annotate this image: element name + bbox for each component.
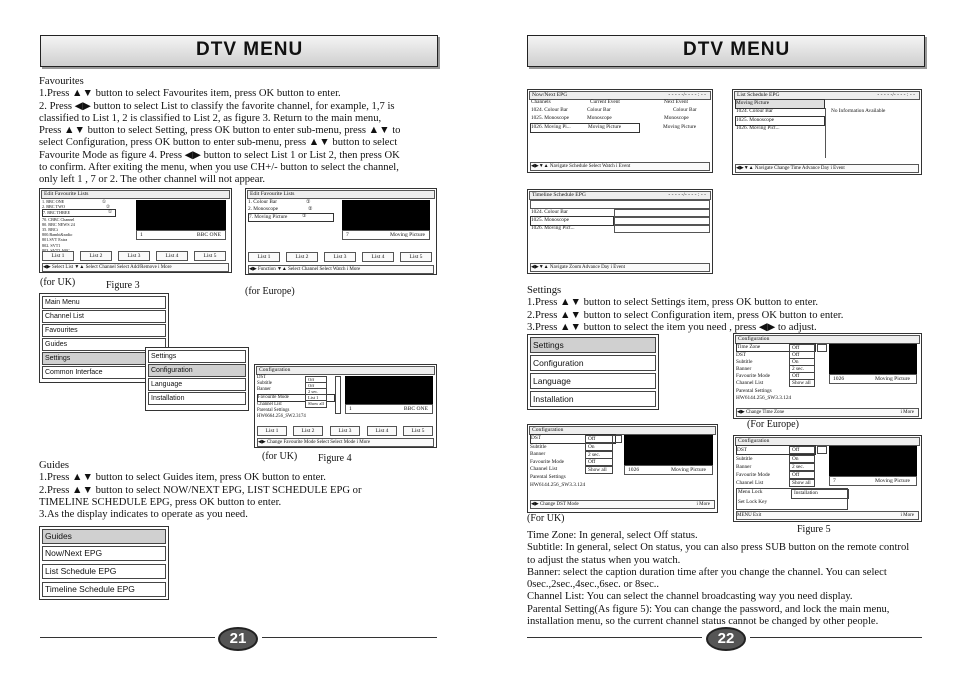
favourites-section <box>39 76 400 187</box>
config-label: Favourite Mode <box>736 373 770 380</box>
fig5-uk-preview-caption <box>624 465 713 475</box>
explanation-line: Time Zone: In general, select Off status. <box>527 530 698 541</box>
channel-item[interactable]: 2. Monoscope <box>248 206 279 212</box>
main-menu-guides[interactable]: Guides <box>42 338 166 351</box>
fav-marker-icon: ① <box>302 214 307 219</box>
fig5-europe-screen <box>733 333 922 419</box>
config-label: Banner <box>736 366 752 373</box>
favourites-line: Press ▲▼ button to select Setting, press OK button to enter sub-menu, press ▲▼ to <box>39 125 401 137</box>
parental-lock-panel <box>736 488 848 510</box>
config-value-subtitle[interactable]: On <box>789 455 815 463</box>
fav-marker-icon: ② <box>308 207 313 212</box>
explanation-line: installation menu, so the current channel status cannot be changed by other people. <box>527 616 879 628</box>
config-label: Subtitle <box>257 381 272 387</box>
config-label: DST <box>530 434 616 444</box>
config-value-favourite-mode[interactable]: Off <box>789 471 815 479</box>
now-next-header-current: Current Event <box>590 99 620 105</box>
channel-item[interactable]: 2. BBC TWO <box>42 204 66 210</box>
fig5-uk-caption: (For UK) <box>527 513 565 524</box>
settings-menu-configuration[interactable]: Configuration <box>530 355 656 371</box>
tab-list-1[interactable]: List 1 <box>248 252 280 262</box>
tab-list-2[interactable]: List 2 <box>80 251 112 261</box>
favourites-line: to confirm. After exiting the menu, when you use CH+/- button to select the channel, <box>39 162 399 174</box>
now-next-row[interactable] <box>531 115 709 123</box>
guides-line: 3.As the display indicates to operate as you need. <box>39 509 248 521</box>
list-schedule-channel[interactable]: 1024. Colour Bar <box>736 108 773 114</box>
fig5-parental-navbar <box>736 511 919 520</box>
timeline-title: Timeline Schedule EPG <box>532 192 586 198</box>
config-value-channel-list[interactable]: Show all <box>789 379 815 387</box>
config-value-channel-list[interactable]: Show all <box>789 479 815 487</box>
tab-list-4[interactable]: List 4 <box>156 251 188 261</box>
fig5-europe-navbar <box>736 408 919 417</box>
favourites-line: 2. Press ◀▶ button to select List to classify the favorite channel, for example, 1,7 is <box>39 100 395 112</box>
list-schedule-divider <box>825 108 826 158</box>
favourites-line: classified to List 1, 2 is classified to List 2, as figure 3. Return to the main menu, <box>39 112 382 124</box>
fig3-uk-caption: (for UK) <box>40 277 76 288</box>
fig4-preview <box>345 376 433 404</box>
config-label: Time Zone <box>736 343 816 352</box>
timeline-slot[interactable] <box>614 225 710 233</box>
config-label: Parental Settings <box>736 387 772 394</box>
fig3-uk-channel-list <box>42 199 134 251</box>
fig4-navbar: ◀▶ Change Favourite Mode Select Select Mode i More <box>257 438 434 447</box>
preview-channel-number: 1026 <box>833 376 845 382</box>
config-value-banner[interactable]: 2 sec. <box>789 463 815 471</box>
now-next-epg-screen <box>527 89 713 173</box>
channel-item[interactable]: 1. Colour Bar <box>248 199 277 205</box>
tab-list-2[interactable]: List 2 <box>293 426 323 436</box>
fig4-preview-caption <box>345 404 433 414</box>
explanation-line: Parental Setting(As figure 5): You can change the password, and lock the main menu, <box>527 603 890 615</box>
fig3-europe-preview <box>342 200 430 230</box>
tab-list-5[interactable]: List 5 <box>403 426 433 436</box>
guides-menu-title: Guides <box>42 529 166 544</box>
config-label: Banner <box>736 464 752 471</box>
fav-marker-icon: ① <box>108 209 113 214</box>
config-label: Parental Settings <box>257 408 290 414</box>
config-value-dst[interactable]: Off <box>789 351 815 359</box>
fig5-europe-preview <box>829 344 917 374</box>
fig5-parental-preview <box>829 446 917 476</box>
favourites-title: Favourites <box>39 76 84 87</box>
config-value-dst[interactable]: Off <box>585 435 613 443</box>
fig5-parental-title: Configuration <box>735 437 920 446</box>
timeline-time-strip <box>530 200 710 209</box>
tab-list-4[interactable]: List 4 <box>362 252 394 262</box>
navbar-action: ◀▶ Change Time Zone <box>737 410 785 415</box>
now-next-navbar: ◀▶▼▲ Navigate Schedule Select Watch i Event <box>530 162 710 171</box>
guides-section <box>39 460 361 521</box>
config-label: DST <box>257 375 267 380</box>
menu-lock-label[interactable]: Menu Lock <box>738 489 763 495</box>
preview-channel-name: Moving Picture <box>875 478 910 484</box>
navbar-action: ◀▶ Change DST Mode <box>531 502 579 507</box>
timeline-slot[interactable] <box>614 209 710 217</box>
navbar-exit[interactable]: MENU Exit <box>737 513 762 518</box>
config-value-channel-list[interactable]: Show all <box>585 466 613 474</box>
explanation-line: Subtitle: In general, select On status, you can also press SUB button on the remote control <box>527 542 910 554</box>
settings-menu-right <box>527 334 659 410</box>
channel-item[interactable]: 35. BBCi <box>42 227 58 233</box>
guides-menu-timeline-schedule[interactable]: Timeline Schedule EPG <box>42 582 166 597</box>
main-menu-favourites[interactable]: Favourites <box>42 324 166 337</box>
tab-list-3[interactable]: List 3 <box>324 252 356 262</box>
config-label: Subtitle <box>736 456 753 463</box>
fig4-caption: (for UK) <box>262 451 298 462</box>
preview-channel-name: Moving Picture <box>671 467 706 473</box>
fig3-uk-preview <box>136 200 226 230</box>
timeline-channel[interactable]: 1024. Colour Bar <box>531 209 568 215</box>
left-header-title: DTV MENU <box>196 39 304 60</box>
favourites-line: only left 1 , 7 or 2. The other channel will not appear. <box>39 174 266 186</box>
guides-line: 2.Press ▲▼ button to select NOW/NEXT EPG, LIST SCHEDULE EPG or <box>39 484 362 496</box>
fig5-europe-title: Configuration <box>735 335 920 344</box>
guides-menu-now-next[interactable]: Now/Next EPG <box>42 546 166 561</box>
row-channel: 1026. Moving Pi... <box>531 124 571 130</box>
navbar-more[interactable]: i More <box>900 410 914 415</box>
config-label: Subtitle <box>530 443 547 450</box>
fig5-uk-preview <box>624 435 713 465</box>
config-label: Subtitle <box>736 359 753 366</box>
list-schedule-channel[interactable]: 1025. Monoscope <box>735 116 825 126</box>
config-label: Channel List <box>257 401 282 407</box>
config-value-subtitle[interactable]: Off <box>305 382 327 390</box>
scrollbar[interactable] <box>817 446 827 454</box>
row-current: Moving Picture <box>588 124 622 130</box>
config-label: Banner <box>257 387 271 393</box>
settings-menu-configuration[interactable]: Configuration <box>148 364 246 377</box>
settings-menu-installation[interactable]: Installation <box>148 392 246 405</box>
set-lock-key[interactable]: Set Lock Key <box>738 499 768 505</box>
config-value-dst[interactable]: Off <box>305 376 327 384</box>
right-footer-rule-left <box>527 637 702 638</box>
row-channel: 1024. Colour Bar <box>531 107 568 113</box>
settings-menu-title: Settings <box>530 337 656 353</box>
scrollbar[interactable] <box>612 435 622 443</box>
now-next-time: - - - - -/- - - - : - - <box>668 92 706 98</box>
preview-channel-name: Moving Picture <box>390 232 425 238</box>
explanation-line: Channel List: You can select the channel broadcasting way you need display. <box>527 591 853 603</box>
channel-item[interactable]: 7. Moving Picture <box>248 213 334 222</box>
right-footer-rule-right <box>750 637 922 638</box>
tab-list-5[interactable]: List 5 <box>400 252 432 262</box>
list-schedule-title: List Schedule EPG <box>737 92 780 98</box>
tab-list-3[interactable]: List 3 <box>330 426 360 436</box>
now-next-header-channels: Channels <box>531 99 551 105</box>
fig3-uk-screen <box>39 188 232 273</box>
now-next-row[interactable] <box>531 107 709 115</box>
preview-channel-name: BBC ONE <box>196 232 221 238</box>
list-schedule-info: No Information Available <box>831 108 886 114</box>
main-menu-channel-list[interactable]: Channel List <box>42 310 166 323</box>
config-label: HW6664.256_SW2.3174 <box>257 414 306 420</box>
config-label: Channel List <box>736 480 764 487</box>
timeline-title-bar <box>529 191 711 200</box>
explanation-line: to adjust the status when you watch. <box>527 554 681 566</box>
config-value-channel-list[interactable]: Show all <box>305 400 327 408</box>
fig3-uk-navbar: ◀▶ Select List ▼▲ Select Channel Select Add/Remove i More <box>42 263 229 272</box>
timeline-navbar: ◀▶▼▲ Navigate Zoom Advance Day i Event <box>530 263 710 272</box>
navbar-more[interactable]: i More <box>900 513 914 518</box>
guides-line: 1.Press ▲▼ button to select Guides item, press OK button to enter. <box>39 472 326 484</box>
figure4-label: Figure 4 <box>318 453 352 464</box>
fig5-uk-title: Configuration <box>529 426 716 435</box>
guides-line: TIMELINE SCHEDULE EPG, press OK button to enter. <box>39 496 282 508</box>
favourites-line: Favourite Mode as figure 4. Press ◀▶ button to select List 1 or List 2, then press OK <box>39 149 400 161</box>
settings-line: 3.Press ▲▼ button to select the item you need , press ◀▶ to adjust. <box>527 321 817 333</box>
list-schedule-time: - - - - -/- - - - : - - <box>877 92 915 98</box>
guides-menu-list-schedule[interactable]: List Schedule EPG <box>42 564 166 579</box>
left-header-bar <box>40 35 438 67</box>
explanation-line: Banner: select the caption duration time after you change the channel. You can select <box>527 566 887 578</box>
favourites-line: 1.Press ▲▼ button to select Favourites item, press OK button to enter. <box>39 88 341 100</box>
config-value-banner[interactable]: 2 sec. <box>789 365 815 373</box>
config-label: HW6144.256_SW3.3.124 <box>530 481 586 488</box>
channel-item[interactable]: 7. BBC THREE <box>42 209 116 216</box>
tab-list-1[interactable]: List 1 <box>42 251 74 261</box>
tab-list-5[interactable]: List 5 <box>194 251 226 261</box>
preview-channel-number: 7 <box>346 232 349 238</box>
fig5-parental-preview-caption <box>829 476 917 486</box>
now-next-header-next: Next Event <box>664 99 688 105</box>
main-menu-title: Main Menu <box>42 296 166 309</box>
right-header-bar <box>527 35 925 67</box>
config-value-favourite-mode[interactable]: Off <box>585 458 613 466</box>
config-label: Channel List <box>736 380 764 387</box>
row-next: Colour Bar <box>673 107 697 113</box>
now-next-row-next: Moving Picture <box>663 124 697 130</box>
preview-channel-number: 1026 <box>628 467 640 473</box>
right-header-title: DTV MENU <box>683 39 791 60</box>
channel-item[interactable]: 80. BBC NEWS 24 <box>42 221 75 227</box>
config-value-favourite-mode[interactable]: List 1 <box>305 394 327 402</box>
fig3-europe-preview-caption <box>342 230 430 240</box>
config-value-banner[interactable]: 2 sec. <box>585 451 613 459</box>
figure5-label: Figure 5 <box>797 524 831 535</box>
fig5-uk-navbar <box>530 500 715 509</box>
config-label: Favourite Mode <box>257 394 335 402</box>
timeline-slot[interactable] <box>614 217 710 225</box>
timeline-schedule-epg-screen <box>527 189 713 274</box>
figure3-label: Figure 3 <box>106 280 140 291</box>
right-page-number: 22 <box>706 627 746 651</box>
channel-item[interactable]: 800.Bambi&radio <box>42 232 73 238</box>
settings-section <box>527 285 843 334</box>
fig3-europe-navbar: ◀▶ Function ▼▲ Select Channel Select Watch i More <box>248 265 434 274</box>
explanation-line: 0sec.,2sec.,4sec.,6sec. or 8sec.. <box>527 579 660 591</box>
config-label: Banner <box>530 451 546 458</box>
tab-list-3[interactable]: List 3 <box>118 251 150 261</box>
config-label: DST <box>736 352 747 359</box>
config-value-banner[interactable]: 2 sec. <box>305 388 327 396</box>
settings-menu-title: Settings <box>148 350 246 363</box>
fav-marker-icon: ② <box>106 204 111 209</box>
fig5-parental-screen <box>733 435 922 522</box>
scrollbar[interactable] <box>817 344 827 352</box>
channel-item[interactable]: 1. BBC ONE <box>42 199 65 204</box>
scrollbar[interactable] <box>335 376 341 414</box>
fig3-europe-title: Edit Favourite Lists <box>247 190 435 199</box>
fig3-europe-channel-list <box>248 199 340 222</box>
list-schedule-navbar: ◀▶▼▲ Navigate Change Time Advance Day i Event <box>735 164 919 173</box>
fig3-uk-title: Edit Favourite Lists <box>41 190 230 199</box>
settings-menu-left <box>145 347 249 411</box>
row-current: Monoscope <box>587 115 612 121</box>
menu-lock-value[interactable]: Installation <box>791 489 849 499</box>
fig5-europe-caption: (For Europe) <box>747 419 799 430</box>
preview-channel-number: 1 <box>140 232 143 238</box>
tab-list-1[interactable]: List 1 <box>257 426 287 436</box>
settings-title: Settings <box>527 285 562 296</box>
left-footer-rule-right <box>262 637 437 638</box>
settings-line: 1.Press ▲▼ button to select Settings item, press OK button to enter. <box>527 297 819 309</box>
timeline-time: - - - - -/- - - - : - - <box>668 192 706 198</box>
fig3-europe-caption: (for Europe) <box>245 286 295 297</box>
fig3-europe-screen <box>245 188 437 275</box>
tab-list-4[interactable]: List 4 <box>367 426 397 436</box>
preview-channel-number: 1 <box>349 406 352 412</box>
now-next-row-selected[interactable] <box>530 123 640 133</box>
list-schedule-channel[interactable]: 1026. Moving Pict... <box>736 125 780 131</box>
config-label: Parental Settings <box>530 473 566 480</box>
main-menu-settings[interactable]: Settings <box>42 352 166 365</box>
list-schedule-epg-screen <box>732 89 922 175</box>
preview-channel-name: Moving Picture <box>875 376 910 382</box>
config-label: Favourite Mode <box>530 458 564 465</box>
list-schedule-selected[interactable]: Moving Picture <box>735 99 825 109</box>
guides-menu <box>39 526 169 600</box>
fig5-europe-preview-caption <box>829 374 917 384</box>
guides-title: Guides <box>39 460 70 471</box>
fav-marker-icon: ① <box>102 199 107 204</box>
fig3-uk-preview-caption <box>136 230 226 240</box>
row-current: Colour Bar <box>587 107 611 113</box>
tab-list-2[interactable]: List 2 <box>286 252 318 262</box>
settings-menu-language[interactable]: Language <box>148 378 246 391</box>
left-page-number: 21 <box>218 627 258 651</box>
channel-item[interactable]: 802. SVT1 <box>42 242 61 248</box>
preview-channel-number: 7 <box>833 478 836 484</box>
timeline-channel-selected[interactable]: 1025. Monoscope <box>530 216 614 226</box>
config-label: Favourite Mode <box>736 472 770 479</box>
fig5-uk-screen <box>527 424 718 513</box>
config-value-dst[interactable]: Off <box>789 446 815 454</box>
settings-menu-language[interactable]: Language <box>530 373 656 389</box>
config-label: HW6144.256_SW3.3.124 <box>736 394 792 401</box>
channel-item[interactable]: 70. CBBC Channel <box>42 216 75 222</box>
config-label: Channel List <box>530 466 558 473</box>
settings-menu-installation[interactable]: Installation <box>530 391 656 407</box>
fig4-config-screen <box>254 364 437 448</box>
fav-marker-icon: ① <box>306 200 311 205</box>
row-channel: 1025. Monoscope <box>531 115 569 121</box>
preview-channel-name: BBC ONE <box>403 406 428 412</box>
row-next: Monoscope <box>664 115 689 121</box>
settings-line: 2.Press ▲▼ button to select Configuration item, press OK button to enter. <box>527 309 844 321</box>
channel-item[interactable]: 801.SVT Extra <box>42 237 68 243</box>
favourites-line: select Configuration, press OK button to enter sub-menu, press ▲▼ button to select <box>39 137 398 149</box>
left-footer-rule-left <box>40 637 215 638</box>
timeline-channel[interactable]: 1026. Moving Pict... <box>531 225 575 231</box>
config-explanations <box>527 530 909 628</box>
main-menu-common-interface[interactable]: Common Interface <box>42 366 166 379</box>
fig4-config-title: Configuration <box>256 366 435 375</box>
navbar-more[interactable]: i More <box>696 502 710 507</box>
config-value-subtitle[interactable]: On <box>585 443 613 451</box>
config-value-favourite-mode[interactable]: Off <box>789 372 815 380</box>
now-next-title: Now/Next EPG <box>532 92 568 98</box>
config-value-subtitle[interactable]: On <box>789 358 815 366</box>
config-label: DST <box>736 445 816 455</box>
config-value-time-zone[interactable]: Off <box>789 344 815 352</box>
